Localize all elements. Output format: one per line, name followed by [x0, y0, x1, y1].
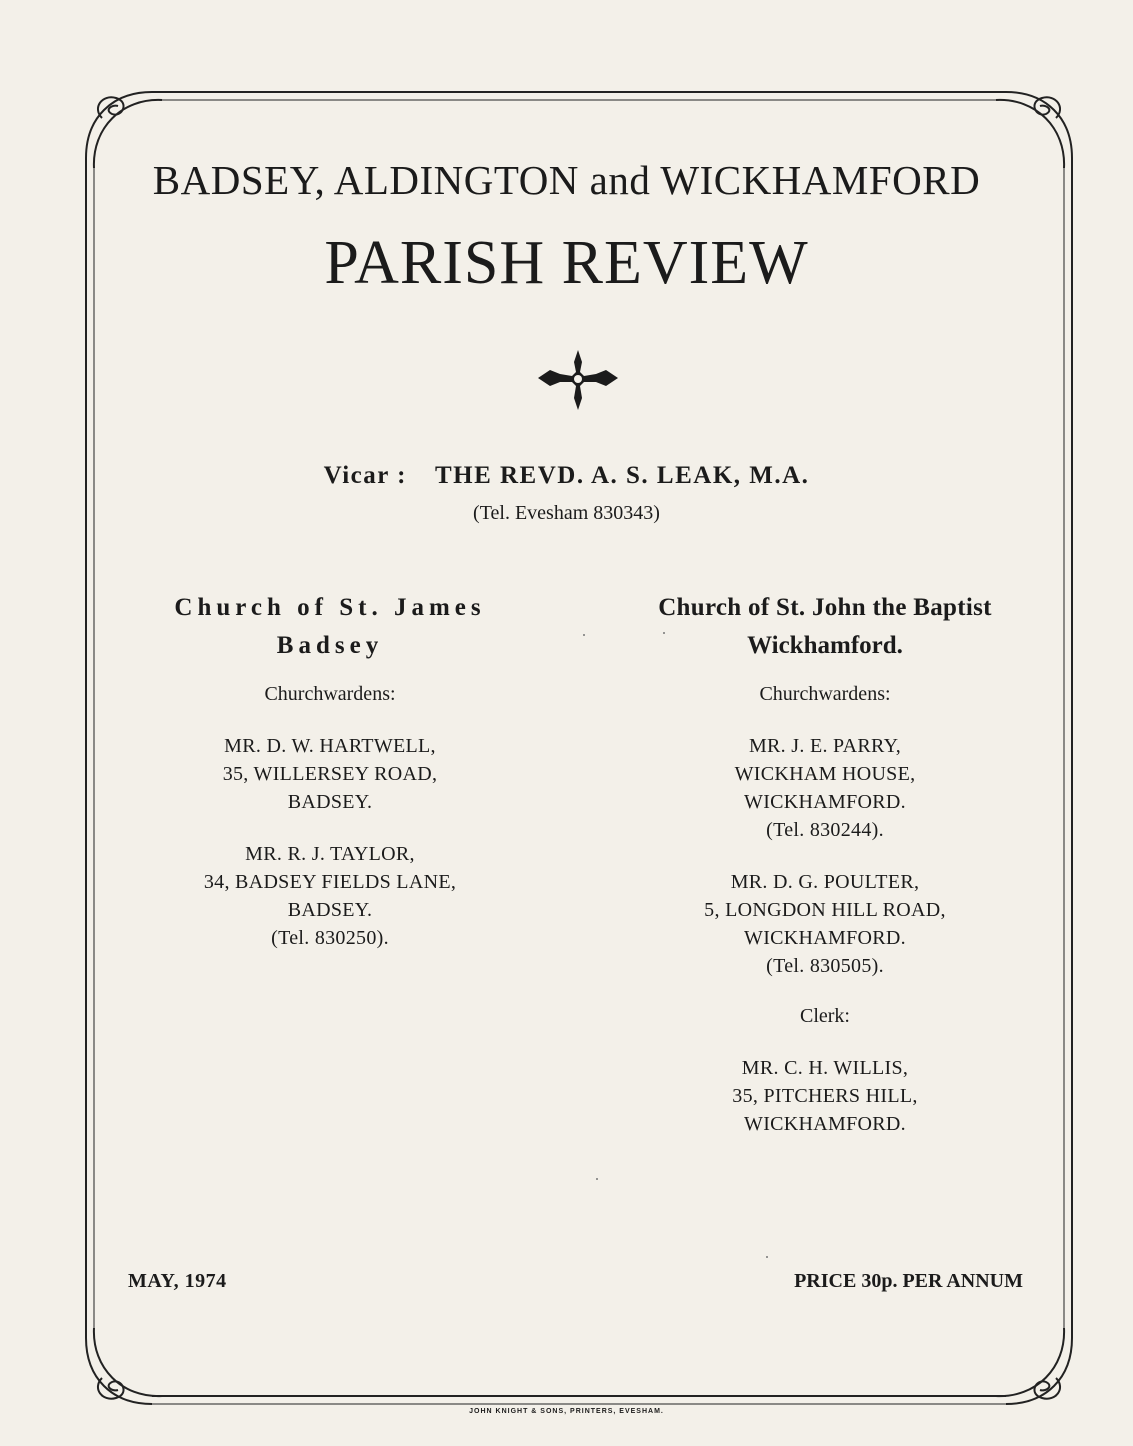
right-church-column	[605, 590, 1045, 1138]
warden-line: MR. J. E. PARRY,	[748, 735, 902, 757]
left-church-place: Badsey	[276, 632, 384, 659]
right-warden-2	[605, 868, 1045, 980]
warden-line: WICKHAM HOUSE,	[734, 763, 916, 785]
warden-line: 5, LONGDON HILL ROAD,	[704, 899, 946, 921]
clerk-line: WICKHAMFORD.	[744, 1113, 906, 1135]
ink-speck	[596, 1178, 598, 1180]
issue-date: MAY, 1974	[128, 1270, 227, 1292]
warden-line: WICKHAMFORD.	[744, 791, 906, 813]
vicar-telephone: (Tel. Evesham 830343)	[473, 502, 660, 524]
ink-speck	[766, 1256, 768, 1258]
clerk-line: 35, PITCHERS HILL,	[732, 1085, 918, 1107]
left-warden-2	[110, 840, 550, 952]
left-churchwardens-label: Churchwardens:	[264, 683, 396, 705]
left-church-name: Church of St. James	[174, 594, 486, 621]
warden-line: BADSEY.	[287, 899, 373, 921]
right-church-place: Wickhamford.	[747, 632, 903, 659]
warden-line: MR. R. J. TAYLOR,	[245, 843, 415, 865]
ink-speck	[583, 634, 585, 636]
clerk-line: MR. C. H. WILLIS,	[741, 1057, 909, 1079]
right-church-name: Church of St. John the Baptist	[658, 594, 992, 621]
warden-line: 35, WILLERSEY ROAD,	[222, 763, 438, 785]
left-church-column	[110, 590, 550, 952]
publication-title: PARISH REVIEW	[324, 229, 809, 297]
vicar-label: Vicar :	[323, 462, 407, 489]
subscription-price: PRICE 30p. PER ANNUM	[794, 1270, 1023, 1292]
warden-line: (Tel. 830244).	[766, 819, 884, 841]
clerk	[605, 1054, 1045, 1138]
ink-speck	[663, 632, 665, 634]
parish-subtitle: BADSEY, ALDINGTON and WICKHAMFORD	[152, 157, 981, 203]
right-warden-1	[605, 732, 1045, 844]
clerk-label: Clerk:	[800, 1005, 850, 1027]
cross-fleury-icon	[536, 348, 620, 412]
warden-line: 34, BADSEY FIELDS LANE,	[203, 871, 457, 893]
warden-line: MR. D. W. HARTWELL,	[224, 735, 436, 757]
warden-line: BADSEY.	[287, 791, 373, 813]
printer-imprint: JOHN KNIGHT & SONS, PRINTERS, EVESHAM.	[469, 1408, 664, 1415]
warden-line: WICKHAMFORD.	[744, 927, 906, 949]
left-warden-1	[110, 732, 550, 816]
warden-line: (Tel. 830250).	[271, 927, 389, 949]
vicar-name: THE REVD. A. S. LEAK, M.A.	[434, 462, 810, 489]
vicar-line	[0, 462, 1133, 490]
warden-line: MR. D. G. POULTER,	[730, 871, 920, 893]
right-churchwardens-label: Churchwardens:	[759, 683, 891, 705]
warden-line: (Tel. 830505).	[766, 955, 884, 977]
